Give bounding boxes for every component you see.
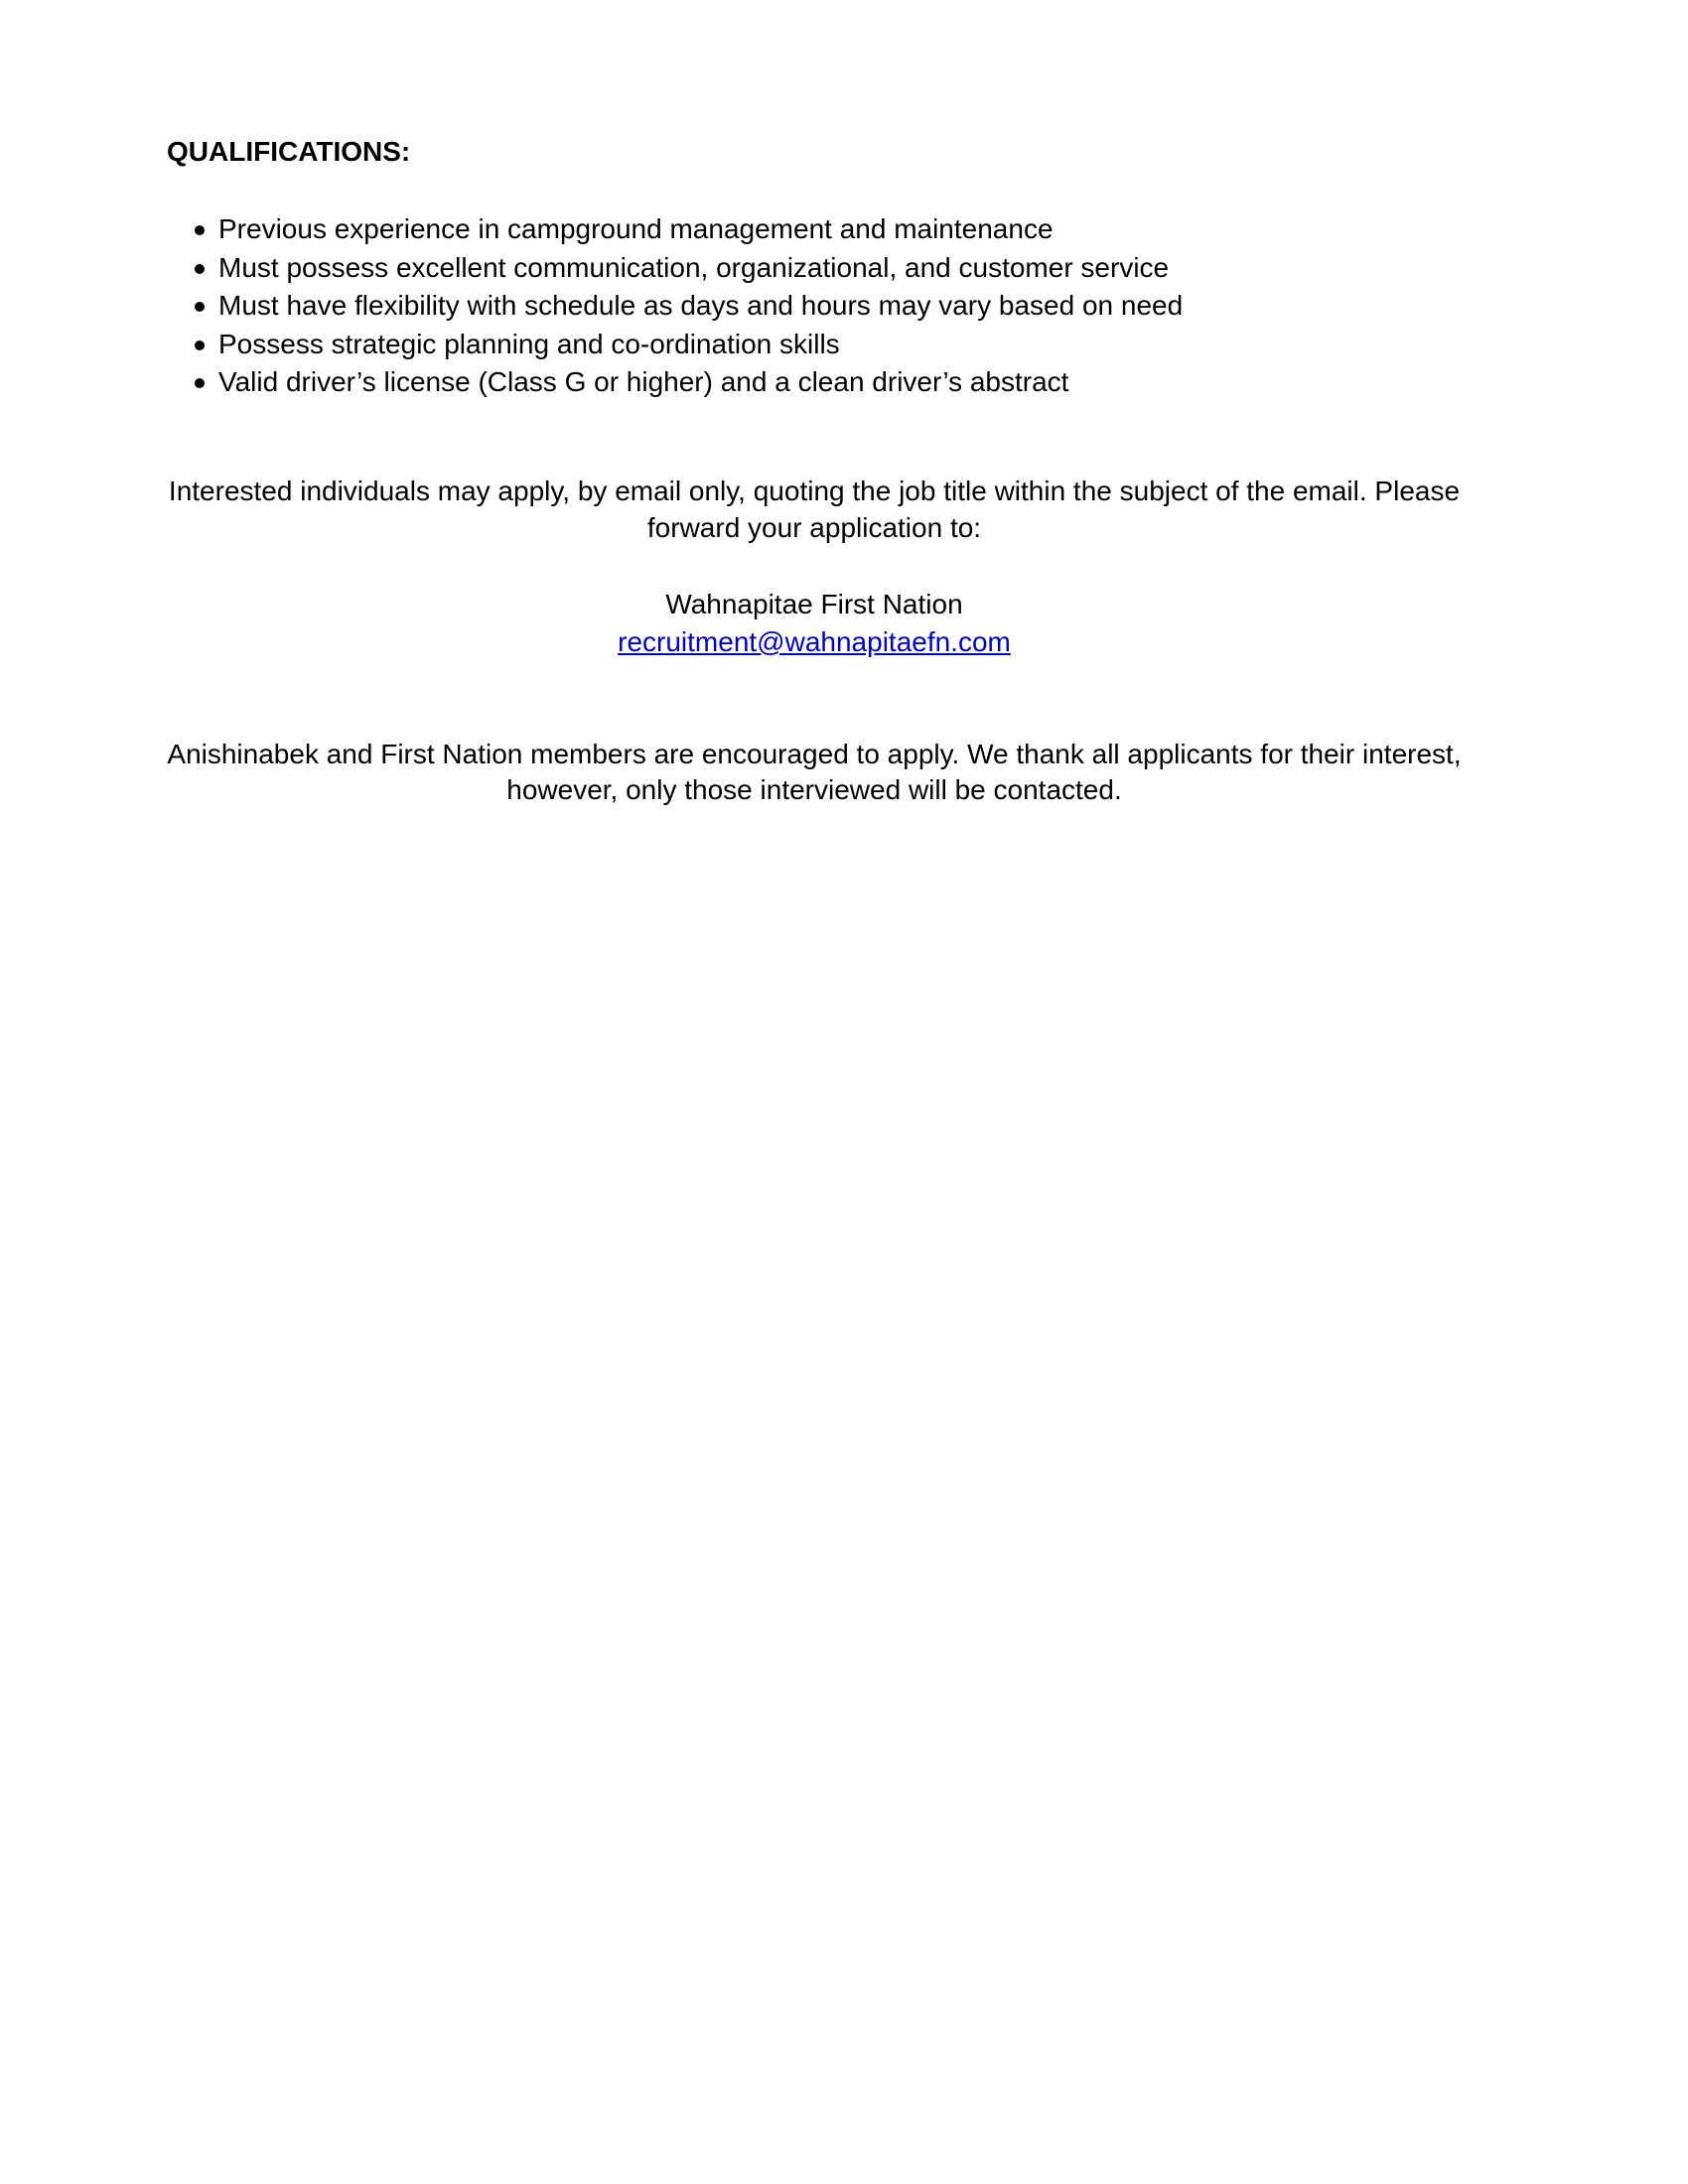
qualification-item	[189, 363, 1183, 402]
qualification-text: Must have flexibility with schedule as days and hours may vary based on need	[218, 290, 1184, 321]
organization-name: Wahnapitae First Nation	[665, 589, 963, 619]
bullet-icon	[195, 264, 205, 274]
closing-statement	[0, 737, 1628, 808]
qualification-text: Must possess excellent communication, organizational, and customer service	[218, 251, 1170, 283]
qualification-item	[189, 287, 1183, 326]
closing-line-2: however, only those interviewed will be contacted.	[506, 774, 1122, 805]
closing-line-1: Anishinabek and First Nation members are encouraged to apply. We thank all applicants for their interest,	[167, 739, 1462, 769]
qualification-text: Valid driver’s license (Class G or higher) and a clean driver’s abstract	[218, 366, 1069, 397]
email-container	[0, 623, 1628, 660]
bullet-icon	[195, 302, 205, 312]
application-line-2: forward your application to:	[646, 512, 982, 543]
qualification-text: Possess strategic planning and co-ordination skills	[218, 328, 840, 359]
qualifications-list	[189, 210, 1183, 402]
qualification-text: Previous experience in campground management and maintenance	[218, 213, 1054, 244]
qualification-item	[189, 249, 1183, 288]
recruitment-email-link[interactable]: recruitment@wahnapitaefn.com	[618, 626, 1011, 657]
bullet-icon	[195, 341, 205, 350]
qualification-item	[189, 326, 1183, 364]
bullet-icon	[195, 378, 205, 388]
qualification-item	[189, 210, 1183, 249]
bullet-icon	[195, 225, 205, 235]
application-line-1: Interested individuals may apply, by email only, quoting the job title within the subject of the email. Please	[168, 476, 1461, 506]
qualifications-heading: QUALIFICATIONS:	[167, 136, 411, 167]
application-instructions	[0, 473, 1628, 546]
